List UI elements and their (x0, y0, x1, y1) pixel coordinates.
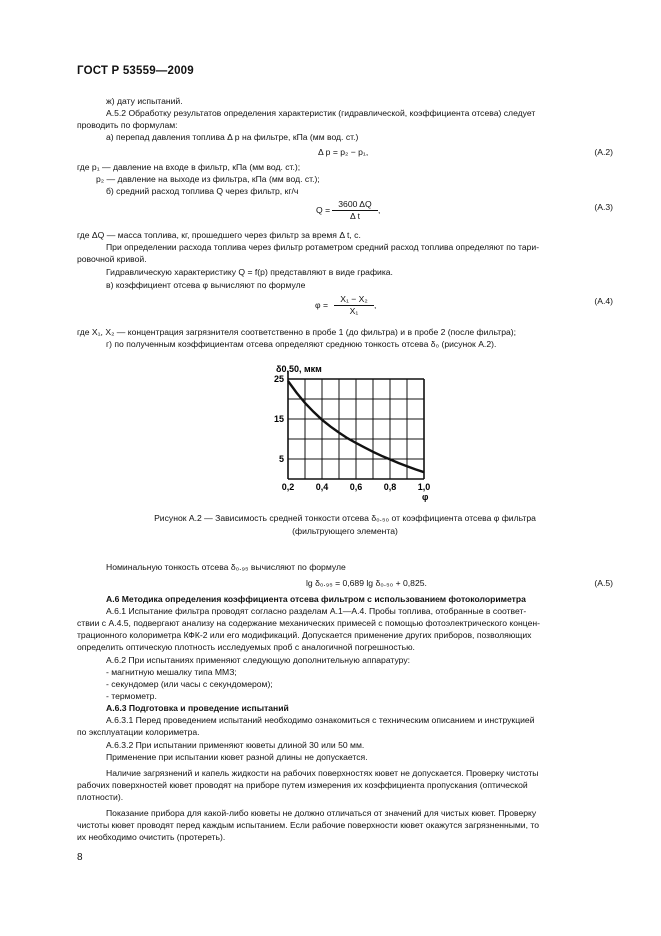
text-line: проводить по формулам: (77, 120, 178, 130)
formula-a3-numerator: 3600 ΔQ (332, 199, 378, 211)
text-line: где p₁ — давление на входе в фильтр, кПа (мм вод. ст.); (77, 162, 301, 172)
document-header: ГОСТ Р 53559—2009 (77, 65, 194, 77)
text-line: где ΔQ — масса топлива, кг, прошедшего через фильтр за время Δ t, с. (77, 230, 361, 240)
text-line: ствии с А.4.5, подвергают анализу на содержание механических примесей с помощью фотоэлектрического концен- (77, 618, 540, 628)
formula-a4-tail: , (374, 300, 377, 310)
text-line: г) по полученным коэффициентам отсева определяют среднюю тонкость отсева δ₀ (рисунок А.2). (106, 339, 497, 349)
text-line: их необходимо очистить (протереть). (77, 832, 226, 842)
chart-y-tick-label: 15 (273, 414, 284, 424)
chart-x-tick-label: 0,6 (349, 482, 363, 492)
equation-number: (А.2) (594, 147, 613, 157)
text-line: А.6.3.2 При испытании применяют кюветы длиной 30 или 50 мм. (106, 740, 365, 750)
text-line: б) средний расход топлива Q через фильтр, кг/ч (106, 186, 299, 196)
figure-caption-continued: (фильтрующего элемента) (292, 526, 398, 536)
formula-a2: Δ p = p₂ − p₁, (318, 147, 369, 157)
text-line: А.6.2 При испытаниях применяют следующую дополнительную аппаратуру: (106, 655, 411, 665)
formula-a4-denominator: X₁ (349, 306, 359, 316)
text-line: ровочной кривой. (77, 254, 147, 264)
chart-y-tick-label: 25 (273, 374, 284, 384)
formula-a3-tail: , (378, 205, 381, 215)
text-line: Наличие загрязнений и капель жидкости на рабочих поверхностях кювет не допускается. Проверку чистоты (106, 768, 539, 778)
text-line: по эксплуатации колориметра. (77, 727, 200, 737)
text-line: Номинальную тонкость отсева δ₀.₉₅ вычисляют по формуле (106, 562, 346, 572)
text-line: А.5.2 Обработку результатов определения характеристик (гидравлической, коэффициента отсева) следует (106, 108, 536, 118)
text-line: чистоты кювет проводят перед каждым испытанием. Если рабочие поверхности кювет окажутся загрязненными, то (77, 820, 539, 830)
formula-a4-lhs: φ = (315, 300, 328, 310)
text-line: ж) дату испытаний. (106, 96, 183, 106)
chart-x-tick-label: 1,0 (417, 482, 431, 492)
list-item: - магнитную мешалку типа ММЗ; (106, 667, 237, 677)
equation-number: (А.4) (594, 296, 613, 306)
text-line: Гидравлическую характеристику Q = f(p) представляют в виде графика. (106, 267, 393, 277)
formula-a5: lg δ₀.₉₅ = 0,689 lg δ₀.₅₀ + 0,825. (306, 578, 427, 588)
section-heading-a63: А.6.3 Подготовка и проведение испытаний (106, 703, 289, 713)
formula-a4-numerator: X₁ − X₂ (334, 294, 374, 306)
chart-x-tick-label: 0,4 (315, 482, 329, 492)
text-line: а) перепад давления топлива Δ p на фильтре, кПа (мм вод. ст.) (106, 132, 359, 142)
text-line: рабочих поверхностей кювет проводят на приборе путем измерения их коэффициента пропускания (оптической (77, 780, 528, 790)
text-line: Применение при испытании кювет разной длины не допускается. (106, 752, 368, 762)
chart-x-axis-label: φ (422, 492, 429, 502)
text-line: где X₁, X₂ — концентрация загрязнителя соответственно в пробе 1 (до фильтра) и в пробе 2 (после фильтра); (77, 327, 516, 337)
formula-a3-lhs: Q = (316, 205, 331, 215)
list-item: - термометр. (106, 691, 157, 701)
equation-number: (А.5) (594, 578, 613, 588)
text-line: трационного колориметра КФК-2 или его модификаций. Допускается применение других приборов, позволяющих (77, 630, 532, 640)
section-heading-a6: А.6 Методика определения коэффициента отсева фильтром с использованием фотоколориметра (106, 594, 526, 604)
formula-a4-fraction (334, 294, 377, 317)
text-line: А.6.3.1 Перед проведением испытаний необходимо ознакомиться с техническим описанием и инструкцией (106, 715, 535, 725)
page-number: 8 (77, 852, 83, 863)
chart-y-axis-label: δ0,50, мкм (276, 364, 322, 374)
formula-a3-denominator: Δ t (349, 211, 361, 221)
chart-y-tick-label: 5 (278, 454, 284, 464)
text-line: А.6.1 Испытание фильтра проводят согласно разделам А.1—А.4. Пробы топлива, отобранные в соответ- (106, 606, 527, 616)
text-line: плотности). (77, 792, 124, 802)
tonkost-otseva-chart (250, 362, 450, 502)
text-line: в) коэффициент отсева φ вычисляют по формуле (106, 280, 306, 290)
equation-number: (А.3) (594, 202, 613, 212)
text-line: p₂ — давление на выходе из фильтра, кПа (мм вод. ст.); (96, 174, 320, 184)
figure-caption: Рисунок А.2 — Зависимость средней тонкости отсева δ₀.₅₀ от коэффициента отсева φ фильтра (154, 513, 536, 523)
chart-x-tick-label: 0,8 (383, 482, 397, 492)
chart-x-tick-label: 0,2 (281, 482, 295, 492)
text-line: Показание прибора для какой-либо кюветы не должно отличаться от значений для чистых кювет. Проверку (106, 808, 537, 818)
text-line: При определении расхода топлива через фильтр ротаметром средний расход топлива определяют по тари- (106, 242, 540, 252)
list-item: - секундомер (или часы с секундомером); (106, 679, 273, 689)
formula-a3-fraction (332, 199, 381, 222)
text-line: определить оптическую плотность исследуемых проб с аналогичной погрешностью. (77, 642, 415, 652)
